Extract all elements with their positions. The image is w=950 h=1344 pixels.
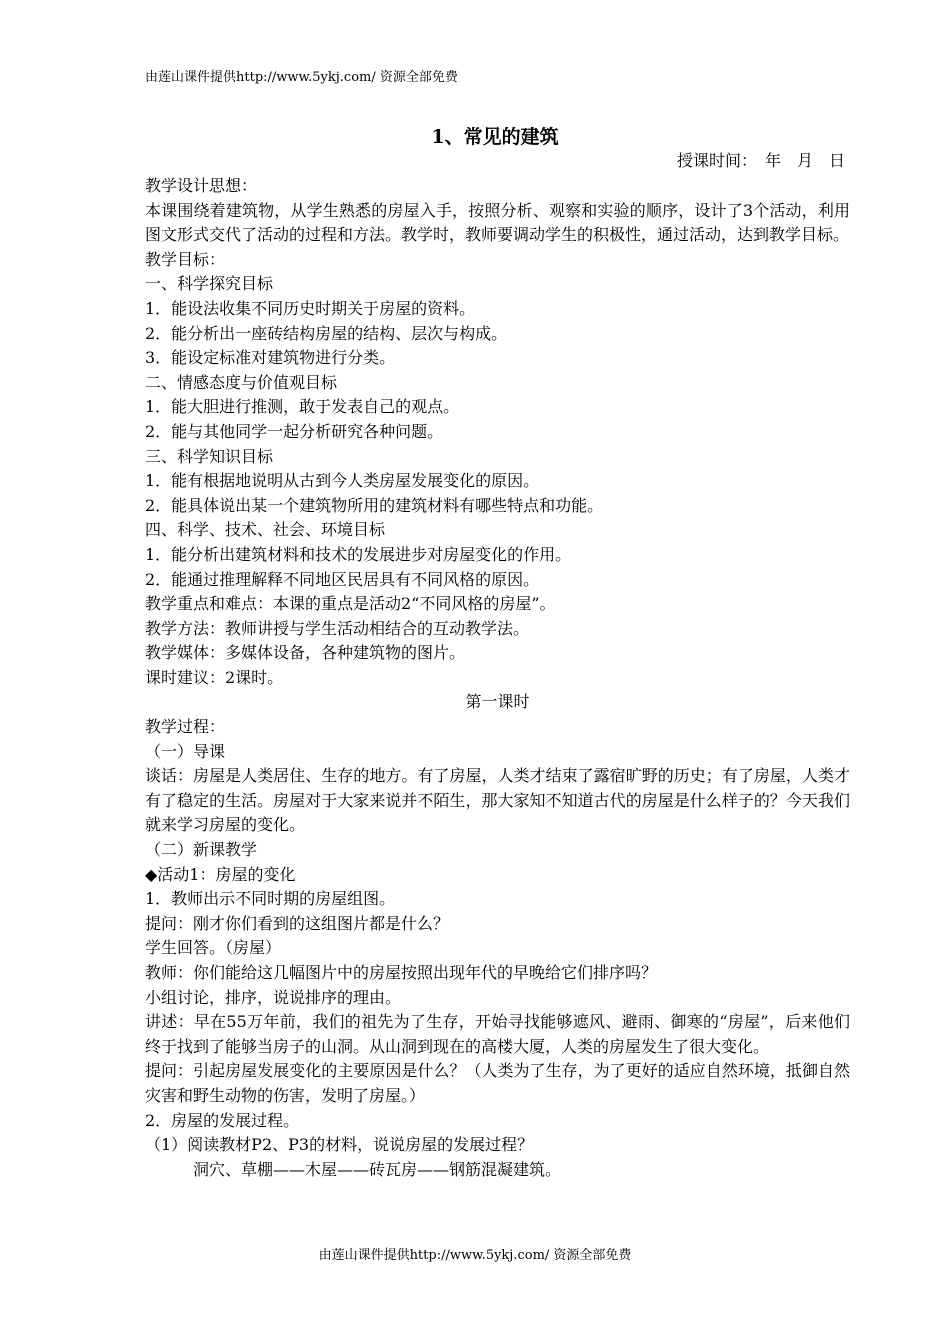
page-footer: 由莲山课件提供http://www.5ykj.com/ 资源全部免费: [318, 1248, 632, 1263]
paragraph: 本课围绕着建筑物，从学生熟悉的房屋入手，按照分析、观察和实验的顺序，设计了3个活动，利用图文形式交代了活动的过程和方法。教学时，教师要调动学生的积极性，通过活动，达到教学目标。: [145, 200, 850, 245]
subsection-heading: （一）导课: [145, 741, 226, 761]
paragraph: 学生回答。（房屋）: [145, 938, 282, 958]
paragraph: 教学媒体：多媒体设备，各种建筑物的图片。: [145, 643, 466, 663]
paragraph: 洞穴、草棚——木屋——砖瓦房——钢筋混凝建筑。: [193, 1159, 562, 1179]
section-heading: 教学设计思想：: [145, 176, 258, 195]
section-heading: 教学目标：: [145, 249, 226, 269]
subsection-heading: 四、科学、技术、社会、环境目标: [145, 520, 386, 540]
subsection-heading: 一、科学探究目标: [145, 274, 274, 294]
list-item: 1．能大胆进行推测，敢于发表自己的观点。: [145, 397, 460, 417]
subsection-heading: 二、情感态度与价值观目标: [145, 372, 338, 392]
list-item: 2．能具体说出某一个建筑物所用的建筑材料有哪些特点和功能。: [145, 495, 604, 515]
list-item: 2．能与其他同学一起分析研究各种问题。: [145, 421, 444, 441]
section-heading: 教学过程：: [145, 717, 226, 737]
activity-heading: ◆活动1：房屋的变化: [145, 864, 296, 884]
list-item: 1．教师出示不同时期的房屋组图。: [145, 889, 396, 909]
subsection-heading: 三、科学知识目标: [145, 446, 274, 466]
paragraph: 提问：引起房屋发展变化的主要原因是什么？（人类为了生存，为了更好的适应自然环境，抵御自然灾害和野生动物的伤害，发明了房屋。）: [145, 1061, 850, 1105]
paragraph: 课时建议：2课时。: [145, 667, 284, 687]
list-item: 1．能设法收集不同历史时期关于房屋的资料。: [145, 298, 476, 318]
paragraph: 教师：你们能给这几幅图片中的房屋按照出现年代的早晚给它们排序吗？: [145, 963, 658, 982]
paragraph: 教学重点和难点：本课的重点是活动2“不同风格的房屋”。: [145, 594, 556, 614]
paragraph: 提问：刚才你们看到的这组图片都是什么？: [145, 913, 450, 933]
lesson-heading: 第一课时: [465, 692, 530, 712]
document-body: [145, 174, 850, 1182]
page-header: 由莲山课件提供http://www.5ykj.com/ 资源全部免费: [145, 70, 458, 85]
paragraph: 讲述：早在55万年前，我们的祖先为了生存，开始寻找能够遮风、避雨、御寒的“房屋”，后来他们终于找到了能够当房子的山洞。从山洞到现在的高楼大厦，人类的房屋发生了很大变化。: [145, 1012, 850, 1056]
list-item: 2．能分析出一座砖结构房屋的结构、层次与构成。: [145, 323, 508, 343]
list-item: 1．能分析出建筑材料和技术的发展进步对房屋变化的作用。: [145, 544, 572, 564]
list-item: 1．能有根据地说明从古到今人类房屋发展变化的原因。: [145, 471, 540, 491]
list-item: （1）阅读教材P2、P3的材料，说说房屋的发展过程？: [145, 1135, 534, 1155]
list-item: 2．房屋的发展过程。: [145, 1110, 300, 1130]
date-line: 授课时间： 年 月 日: [676, 151, 845, 170]
page-title: 1、常见的建筑: [431, 126, 559, 148]
paragraph: 谈话：房屋是人类居住、生存的地方。有了房屋，人类才结束了露宿旷野的历史；有了房屋，人类才有了稳定的生活。房屋对于大家来说并不陌生，那大家知不知道古代的房屋是什么样子的？今天我们就来学习房屋的变化。: [145, 766, 850, 835]
list-item: 3．能设定标准对建筑物进行分类。: [145, 348, 396, 368]
list-item: 2．能通过推理解释不同地区民居具有不同风格的原因。: [145, 569, 540, 589]
paragraph: 教学方法：教师讲授与学生活动相结合的互动教学法。: [145, 618, 530, 638]
paragraph: 小组讨论，排序，说说排序的理由。: [145, 987, 402, 1007]
subsection-heading: （二）新课教学: [145, 840, 258, 860]
